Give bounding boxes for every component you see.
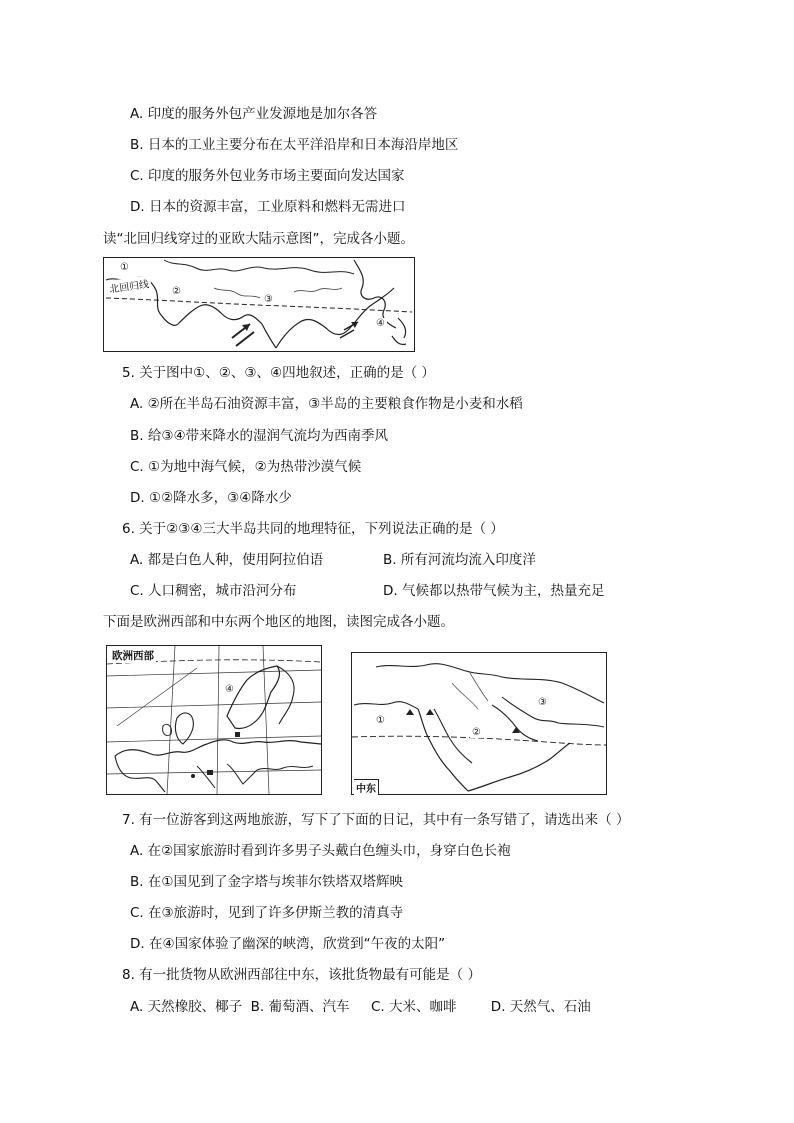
option-a-prev: A. 印度的服务外包产业发源地是加尔各答 — [130, 106, 378, 122]
q7-option-a: A. 在②国家旅游时看到许多男子头戴白色缠头巾，身穿白色长袍 — [130, 843, 511, 859]
q6-option-a: A. 都是白色人种，使用阿拉伯语 — [130, 552, 324, 568]
q8-options: A. 天然橡胶、椰子 B. 葡萄酒、汽车 C. 大米、咖啡 D. 天然气、石油 — [130, 999, 591, 1015]
q7-option-c: C. 在③旅游时，见到了许多伊斯兰教的清真寺 — [130, 905, 404, 921]
q7-option-d: D. 在④国家体验了幽深的峡湾，欣赏到“午夜的太阳” — [130, 936, 446, 952]
option-c-prev: C. 印度的服务外包业务市场主要面向发达国家 — [130, 168, 405, 184]
q6-option-d: D. 气候都以热带气候为主，热量充足 — [383, 583, 605, 599]
map3-marker-2: ② — [472, 727, 481, 738]
map1-marker-2: ② — [172, 286, 181, 297]
europe-map — [106, 645, 322, 795]
map3-marker-1: ① — [376, 715, 385, 726]
intro-map1: 读“北回归线穿过的亚欧大陆示意图”，完成各小题。 — [103, 231, 414, 247]
europe-map-title: 欧洲西部 — [112, 650, 154, 662]
intro-maps2: 下面是欧洲西部和中东两个地区的地图，读图完成各小题。 — [103, 614, 454, 630]
q8-stem: 8. 有一批货物从欧洲西部往中东，该批货物最有可能是（ ） — [122, 967, 481, 983]
middle-east-map — [351, 652, 607, 795]
q6-stem: 6. 关于②③④三大半岛共同的地理特征，下列说法正确的是（ ） — [122, 521, 504, 537]
map1-marker-1: ① — [120, 262, 129, 273]
option-d-prev: D. 日本的资源丰富，工业原料和燃料无需进口 — [130, 199, 406, 215]
q7-option-b: B. 在①国见到了金字塔与埃菲尔铁塔双塔辉映 — [130, 874, 403, 890]
q5-option-b: B. 给③④带来降水的湿润气流均为西南季风 — [130, 428, 389, 444]
map3-marker-3: ③ — [538, 697, 547, 708]
q5-option-a: A. ②所在半岛石油资源丰富，③半岛的主要粮食作物是小麦和水稻 — [130, 396, 523, 412]
map1-marker-4: ④ — [376, 318, 385, 329]
q5-option-c: C. ①为地中海气候，②为热带沙漠气候 — [130, 459, 362, 475]
option-b-prev: B. 日本的工业主要分布在太平洋沿岸和日本海沿岸地区 — [130, 137, 459, 153]
q5-stem: 5. 关于图中①、②、③、④四地叙述，正确的是（ ） — [122, 365, 435, 381]
tropic-map — [103, 257, 415, 352]
q6-option-b: B. 所有河流均流入印度洋 — [383, 552, 536, 568]
q7-stem: 7. 有一位游客到这两地旅游，写下了下面的日记，其中有一条写错了，请选出来（ ） — [122, 812, 630, 828]
q6-option-c: C. 人口稠密，城市沿河分布 — [130, 583, 297, 599]
tropic-line-label: 北回归线 — [106, 275, 152, 296]
map1-marker-3: ③ — [264, 294, 273, 305]
middle-east-map-title: 中东 — [354, 779, 379, 795]
q5-option-d: D. ①②降水多，③④降水少 — [130, 490, 292, 506]
map2-marker-4: ④ — [225, 684, 234, 695]
